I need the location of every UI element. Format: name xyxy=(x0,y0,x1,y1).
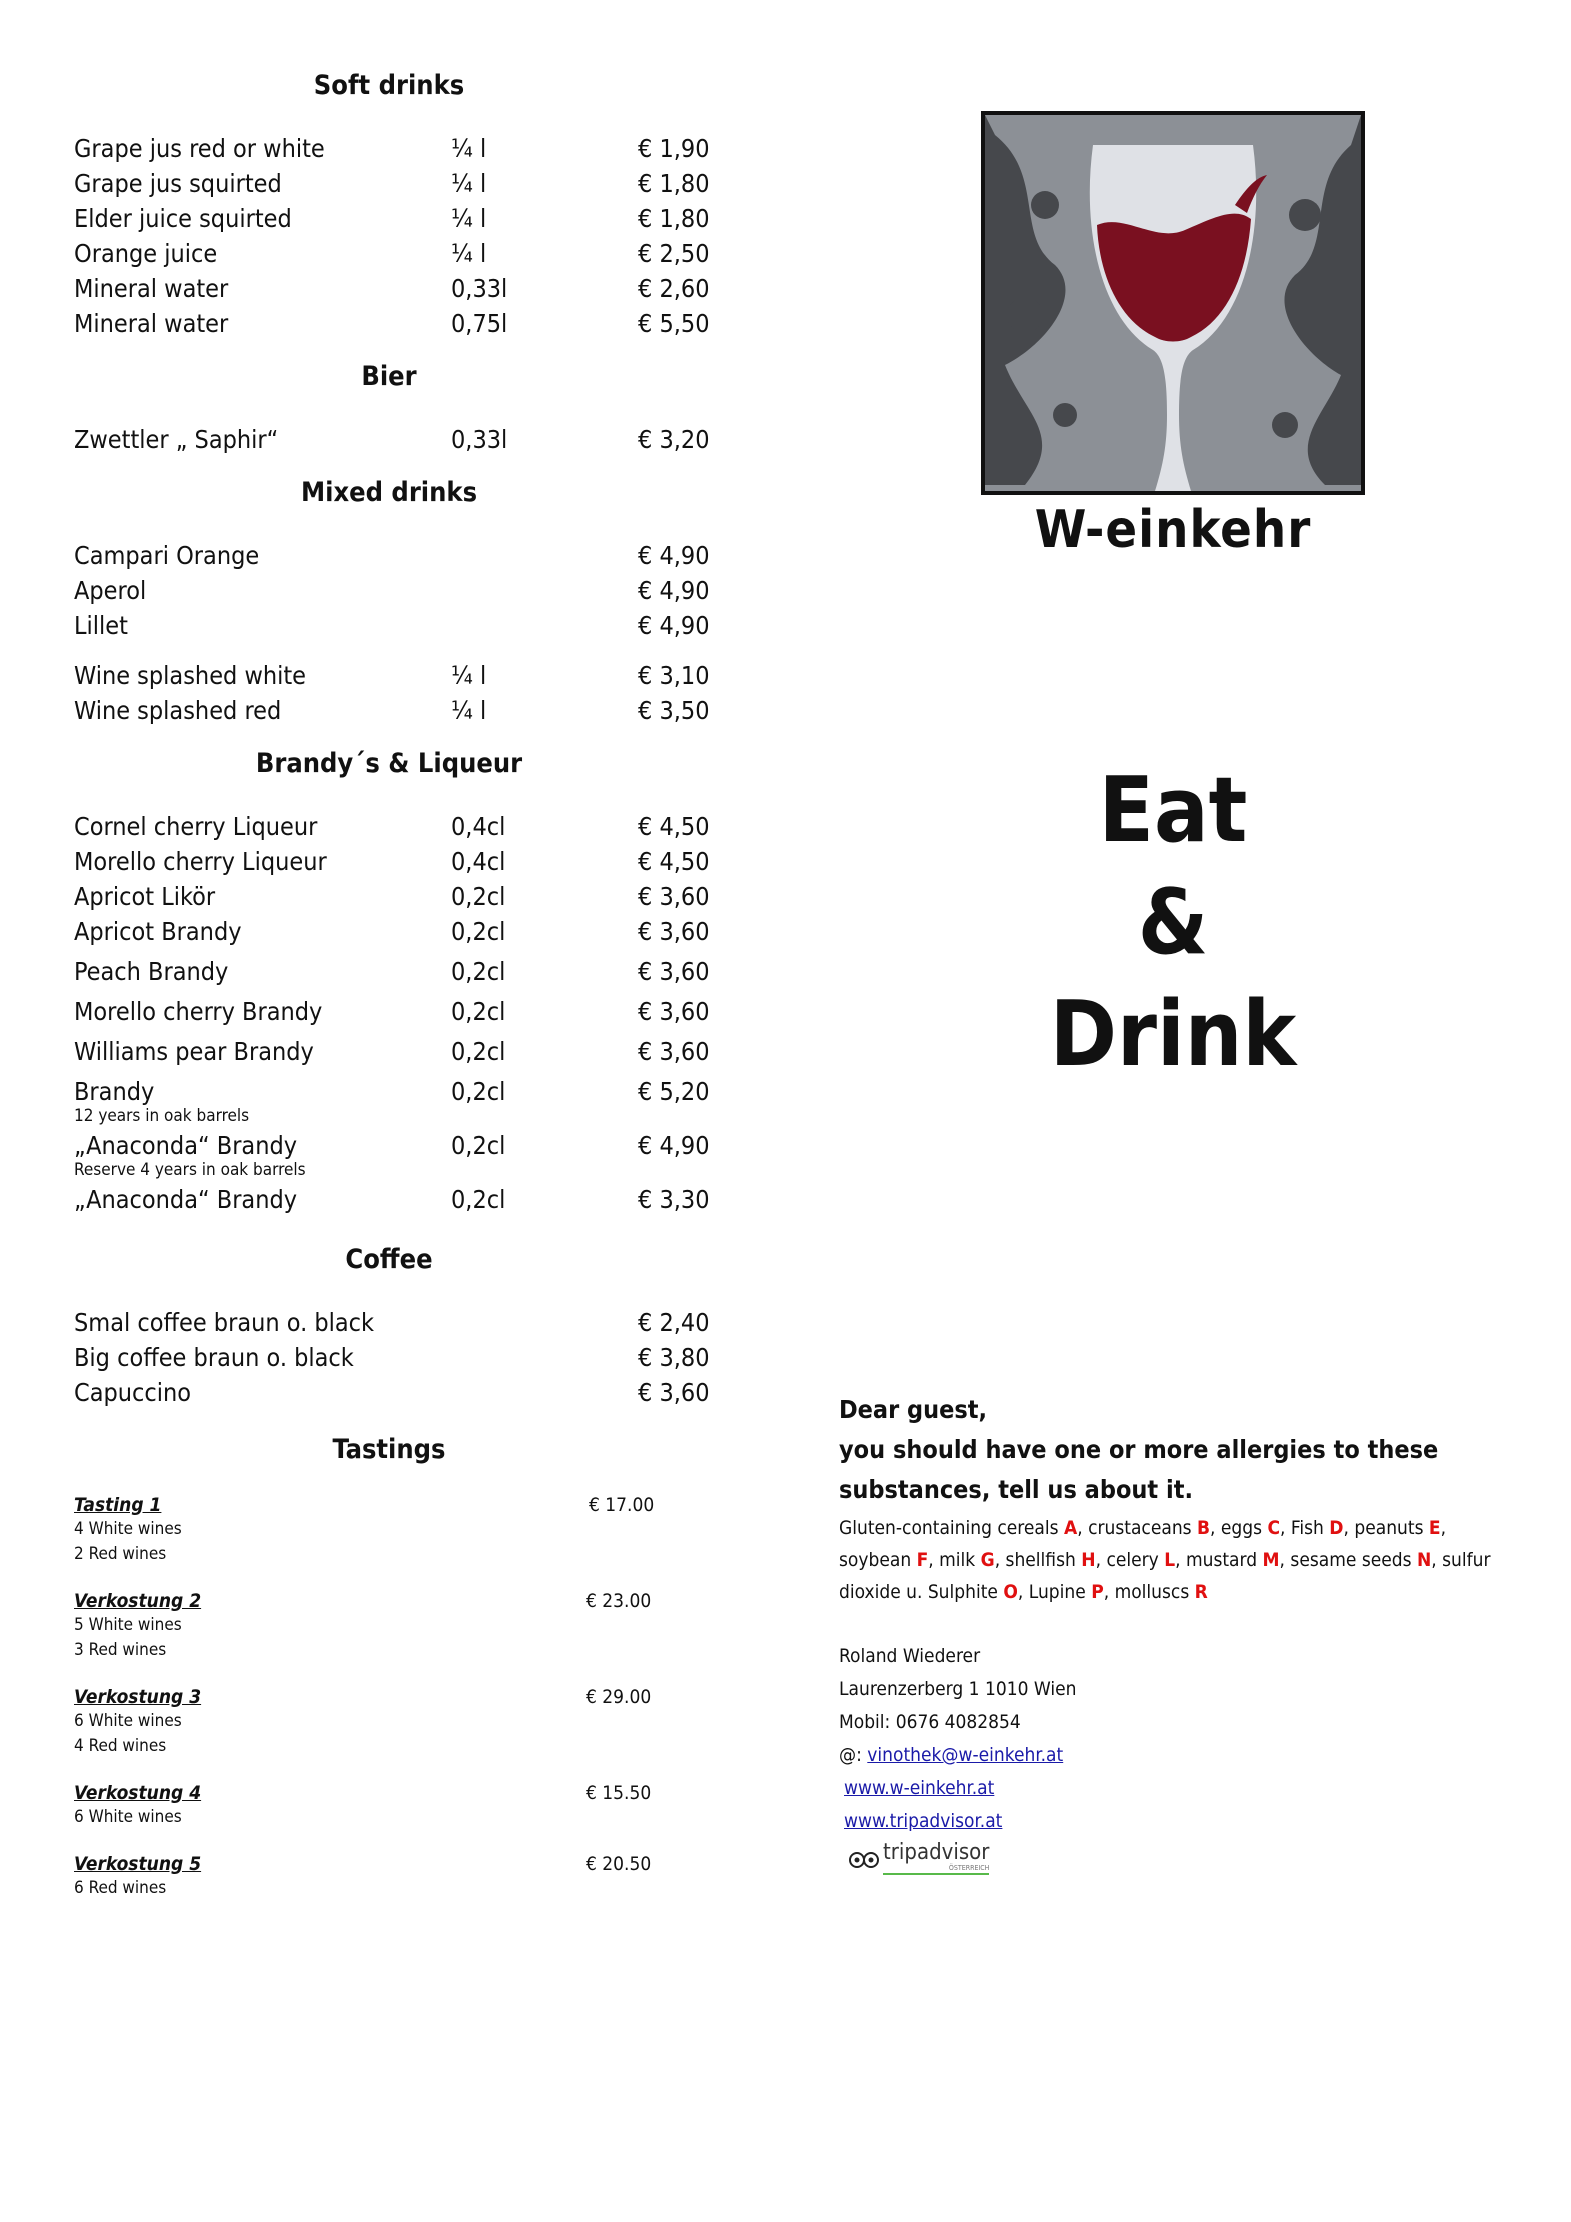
tripadvisor-row xyxy=(844,1805,1076,1838)
item-price: € 3,10 xyxy=(638,661,710,690)
brandys-list xyxy=(74,809,714,1222)
hero-title xyxy=(981,755,1365,1091)
allergen-code: N xyxy=(1416,1549,1432,1571)
item-name: Morello cherry Brandy xyxy=(74,997,323,1026)
website-row xyxy=(844,1772,1076,1805)
item-price: € 2,60 xyxy=(638,274,710,303)
item-price: € 3,60 xyxy=(638,1378,710,1407)
coffee-list xyxy=(74,1305,714,1410)
item-name: „Anaconda“ Brandy xyxy=(74,1131,298,1160)
allergen-code: C xyxy=(1267,1517,1281,1539)
item-quantity: ¼ l xyxy=(451,661,487,690)
allergen-name: sesame seeds xyxy=(1290,1549,1412,1571)
allergen-code: O xyxy=(1003,1581,1018,1603)
item-quantity: 0,2cl xyxy=(451,1037,506,1066)
notice-greeting: Dear guest, xyxy=(839,1395,988,1424)
item-price: € 2,40 xyxy=(638,1308,710,1337)
menu-item-row xyxy=(74,1340,714,1375)
menu-item-row xyxy=(74,608,714,643)
tripadvisor-link[interactable]: www.tripadvisor.at xyxy=(844,1810,1003,1832)
allergen-code: L xyxy=(1164,1549,1176,1571)
tasting-item xyxy=(74,1781,714,1830)
hero-drink: Drink xyxy=(1049,982,1297,1087)
item-quantity: ¼ l xyxy=(451,169,487,198)
menu-item-row xyxy=(74,422,714,457)
item-quantity: 0,2cl xyxy=(451,957,506,986)
menu-item-row xyxy=(74,879,714,914)
tasting-line: 4 White wines xyxy=(74,1519,182,1539)
item-name: Mineral water xyxy=(74,274,229,303)
item-quantity: 0,2cl xyxy=(451,917,506,946)
mixed-drinks-list xyxy=(74,538,714,728)
soft-drinks-list xyxy=(74,131,714,341)
item-name: Smal coffee braun o. black xyxy=(74,1308,375,1337)
item-price: € 2,50 xyxy=(638,239,710,268)
allergen-name: soybean xyxy=(839,1549,912,1571)
contact-block xyxy=(839,1640,1076,1875)
menu-item-row xyxy=(74,131,714,166)
allergen-list: Gluten-containing cereals A, crustaceans B, eggs C, Fish D, peanuts E, soybean F, milk G, shellfish H, celery L, mustard M, sesame seeds N, sulfur dioxide u. Sulphite O, Lupine P, molluscs R xyxy=(839,1517,1491,1603)
tasting-line: 2 Red wines xyxy=(74,1544,167,1564)
tastings-list xyxy=(74,1493,714,1901)
tasting-price: € 23.00 xyxy=(586,1590,652,1612)
item-quantity: 0,75l xyxy=(451,309,508,338)
allergen-code: D xyxy=(1329,1517,1344,1539)
menu-item-row xyxy=(74,994,714,1029)
item-price: € 1,80 xyxy=(638,169,710,198)
item-quantity: 0,4cl xyxy=(451,847,506,876)
item-name: Grape jus red or white xyxy=(74,134,325,163)
menu-item-row xyxy=(74,1375,714,1410)
item-price: € 3,60 xyxy=(638,957,710,986)
menu-item-row xyxy=(74,1074,714,1109)
menu-item-row xyxy=(74,1128,714,1163)
tasting-title: Tasting 1 xyxy=(74,1494,162,1516)
allergen-name: milk xyxy=(939,1549,976,1571)
item-name: Morello cherry Liqueur xyxy=(74,847,327,876)
allergen-code: P xyxy=(1091,1581,1104,1603)
tasting-line: 5 White wines xyxy=(74,1615,182,1635)
allergen-name: molluscs xyxy=(1114,1581,1190,1603)
item-name: „Anaconda“ Brandy xyxy=(74,1185,298,1214)
allergen-name: peanuts xyxy=(1354,1517,1424,1539)
item-quantity: ¼ l xyxy=(451,134,487,163)
item-name: Cornel cherry Liqueur xyxy=(74,812,318,841)
notice-text: you should have one or more allergies to these substances, tell us about it. xyxy=(839,1435,1439,1504)
tripadvisor-logo-text: tripadvisor xyxy=(883,1840,990,1865)
menu-item-row xyxy=(74,954,714,989)
item-name: Orange juice xyxy=(74,239,218,268)
item-name: Capuccino xyxy=(74,1378,192,1407)
allergen-code: A xyxy=(1064,1517,1078,1539)
menu-item-row xyxy=(74,573,714,608)
allergen-name: Lupine xyxy=(1028,1581,1086,1603)
allergen-code: G xyxy=(980,1549,995,1571)
item-name: Zwettler „ Saphir“ xyxy=(74,425,279,454)
item-quantity: 0,2cl xyxy=(451,1077,506,1106)
item-price: € 5,20 xyxy=(638,1077,710,1106)
item-name: Brandy xyxy=(74,1077,155,1106)
menu-item-row xyxy=(74,914,714,949)
owl-eyes-icon xyxy=(849,1850,879,1868)
bier-heading: Bier xyxy=(361,361,417,392)
tasting-item xyxy=(74,1685,714,1759)
tasting-line: 3 Red wines xyxy=(74,1640,167,1660)
item-name: Lillet xyxy=(74,611,128,640)
item-price: € 4,50 xyxy=(638,812,710,841)
item-note: Reserve 4 years in oak barrels xyxy=(74,1160,306,1180)
item-name: Big coffee braun o. black xyxy=(74,1343,354,1372)
item-price: € 1,80 xyxy=(638,204,710,233)
item-price: € 4,90 xyxy=(638,541,710,570)
allergen-code: E xyxy=(1428,1517,1441,1539)
tasting-price: € 15.50 xyxy=(586,1782,652,1804)
tasting-item xyxy=(74,1852,714,1901)
item-price: € 3,50 xyxy=(638,696,710,725)
item-name: Wine splashed white xyxy=(74,661,307,690)
item-quantity: 0,2cl xyxy=(451,997,506,1026)
tasting-line: 6 White wines xyxy=(74,1711,182,1731)
allergen-name: sulfur dioxide u. Sulphite xyxy=(839,1549,1491,1603)
item-note: 12 years in oak barrels xyxy=(74,1106,250,1126)
drinks-menu xyxy=(74,70,714,1923)
tasting-line: 6 Red wines xyxy=(74,1878,167,1898)
menu-item-row xyxy=(74,271,714,306)
allergen-code: H xyxy=(1081,1549,1096,1571)
item-name: Elder juice squirted xyxy=(74,204,292,233)
allergen-name: crustaceans xyxy=(1088,1517,1192,1539)
item-price: € 3,60 xyxy=(638,997,710,1026)
allergen-code: M xyxy=(1262,1549,1280,1571)
item-quantity: 0,2cl xyxy=(451,1131,506,1160)
menu-item-row xyxy=(74,844,714,879)
item-quantity: ¼ l xyxy=(451,204,487,233)
item-name: Grape jus squirted xyxy=(74,169,282,198)
contact-email-row xyxy=(839,1739,1076,1772)
item-price: € 4,50 xyxy=(638,847,710,876)
allergy-notice xyxy=(839,1390,1519,1608)
tripadvisor-badge[interactable] xyxy=(849,1842,1076,1875)
allergen-code: R xyxy=(1194,1581,1208,1603)
tasting-title: Verkostung 2 xyxy=(74,1590,202,1612)
contact-mobile: Mobil: 0676 4082854 xyxy=(839,1711,1021,1733)
tasting-price: € 17.00 xyxy=(589,1494,655,1516)
tripadvisor-underline xyxy=(883,1873,989,1875)
brand-name: W-einkehr xyxy=(1034,500,1312,560)
brandys-heading: Brandy´s & Liqueur xyxy=(255,748,523,779)
tastings-heading: Tastings xyxy=(332,1434,446,1465)
item-name: Mineral water xyxy=(74,309,229,338)
item-price: € 3,30 xyxy=(638,1185,710,1214)
email-prefix: @: xyxy=(839,1744,868,1766)
menu-item-row xyxy=(74,1034,714,1069)
item-price: € 3,60 xyxy=(638,1037,710,1066)
item-quantity: ¼ l xyxy=(451,696,487,725)
item-price: € 4,90 xyxy=(638,611,710,640)
contact-name: Roland Wiederer xyxy=(839,1645,981,1667)
item-price: € 3,60 xyxy=(638,882,710,911)
item-quantity: 0,4cl xyxy=(451,812,506,841)
coffee-heading: Coffee xyxy=(345,1244,433,1275)
menu-item-row xyxy=(74,1305,714,1340)
menu-item-row xyxy=(74,236,714,271)
allergen-code: F xyxy=(916,1549,929,1571)
item-name: Aperol xyxy=(74,576,147,605)
allergen-code: B xyxy=(1197,1517,1211,1539)
menu-item-row xyxy=(74,1182,714,1217)
tasting-price: € 20.50 xyxy=(586,1853,652,1875)
tasting-line: 6 White wines xyxy=(74,1807,182,1827)
item-price: € 5,50 xyxy=(638,309,710,338)
item-quantity: 0,2cl xyxy=(451,1185,506,1214)
allergen-name: Gluten-containing cereals xyxy=(839,1517,1059,1539)
bier-list xyxy=(74,422,714,457)
tasting-item xyxy=(74,1493,714,1567)
soft-drinks-heading: Soft drinks xyxy=(313,70,465,101)
item-price: € 3,80 xyxy=(638,1343,710,1372)
item-name: Campari Orange xyxy=(74,541,260,570)
menu-item-row xyxy=(74,658,714,693)
item-quantity: 0,33l xyxy=(451,425,508,454)
item-name: Wine splashed red xyxy=(74,696,282,725)
item-name: Apricot Brandy xyxy=(74,917,242,946)
menu-item-row xyxy=(74,809,714,844)
menu-item-row xyxy=(74,693,714,728)
allergen-name: eggs xyxy=(1220,1517,1263,1539)
item-name: Williams pear Brandy xyxy=(74,1037,314,1066)
item-price: € 3,20 xyxy=(638,425,710,454)
tasting-title: Verkostung 3 xyxy=(74,1686,202,1708)
allergen-name: Fish xyxy=(1290,1517,1324,1539)
item-price: € 3,60 xyxy=(638,917,710,946)
allergen-name: shellfish xyxy=(1005,1549,1076,1571)
item-name: Apricot Likör xyxy=(74,882,216,911)
allergen-name: mustard xyxy=(1185,1549,1258,1571)
menu-item-row xyxy=(74,166,714,201)
item-price: € 4,90 xyxy=(638,576,710,605)
contact-address: Laurenzerberg 1 1010 Wien xyxy=(839,1678,1077,1700)
item-quantity: ¼ l xyxy=(451,239,487,268)
item-price: € 4,90 xyxy=(638,1131,710,1160)
item-name: Peach Brandy xyxy=(74,957,229,986)
tripadvisor-sub: ÖSTERREICH xyxy=(948,1864,990,1872)
allergen-name: celery xyxy=(1106,1549,1159,1571)
tasting-title: Verkostung 5 xyxy=(74,1853,202,1875)
item-quantity: 0,2cl xyxy=(451,882,506,911)
menu-item-row xyxy=(74,201,714,236)
hero-eat: Eat xyxy=(1098,758,1248,863)
tasting-title: Verkostung 4 xyxy=(74,1782,202,1804)
hero-ampersand: & xyxy=(1137,870,1209,975)
website-link[interactable]: www.w-einkehr.at xyxy=(844,1777,995,1799)
wine-glass-logo-icon xyxy=(981,111,1365,495)
menu-item-row xyxy=(74,538,714,573)
email-link[interactable]: vinothek@w-einkehr.at xyxy=(867,1744,1064,1766)
tasting-item xyxy=(74,1589,714,1663)
item-price: € 1,90 xyxy=(638,134,710,163)
tasting-price: € 29.00 xyxy=(586,1686,652,1708)
mixed-drinks-heading: Mixed drinks xyxy=(300,477,478,508)
menu-item-row xyxy=(74,306,714,341)
item-quantity: 0,33l xyxy=(451,274,508,303)
tasting-line: 4 Red wines xyxy=(74,1736,167,1756)
